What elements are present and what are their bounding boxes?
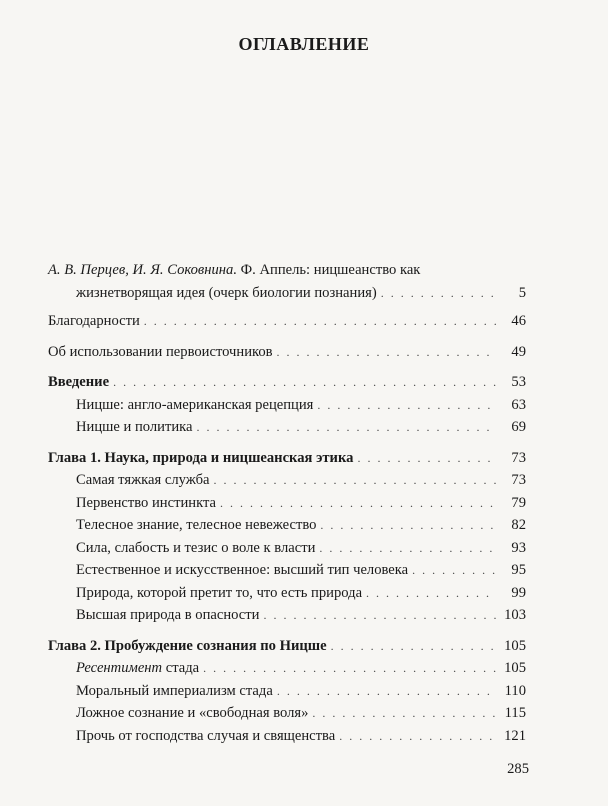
- toc-entry-intro-essay: [48, 262, 526, 307]
- toc-entry-ch2-3: Ложное сознание и «свободная воля» . . . 115: [48, 705, 526, 728]
- toc-entry-ch1-4: Сила, слабость и тезис о воле к власти . . . 93: [48, 540, 526, 563]
- toc-entry-chapter-2: Глава 2. Пробуждение сознания по Ницше . . . 105: [48, 638, 526, 661]
- toc-entry-politics: Ницше и политика . . . 69: [48, 419, 526, 442]
- leader-dots: [381, 286, 496, 301]
- entry-page: 103: [504, 607, 526, 623]
- entry-authors: А. В. Перцев, И. Я. Соковнина.: [48, 262, 237, 278]
- leader-dots: [277, 345, 496, 360]
- entry-page: 115: [504, 705, 526, 721]
- leader-dots: [263, 608, 496, 623]
- entry-page: 53: [511, 374, 526, 390]
- entry-page: 105: [504, 660, 526, 676]
- toc-entry-acknowledgements: Благодарности . . . 46: [48, 313, 526, 336]
- entry-page: 69: [511, 419, 526, 435]
- entry-page: 121: [504, 727, 526, 744]
- leader-dots: [331, 639, 496, 654]
- entry-page: 93: [511, 539, 526, 556]
- entry-page: 95: [511, 562, 526, 578]
- entry-page: 110: [504, 682, 526, 699]
- entry-page: 99: [511, 584, 526, 601]
- leader-dots: [277, 684, 496, 699]
- toc-entry-sources: Об использовании первоисточников . . . 49: [48, 344, 526, 367]
- leader-dots: [113, 375, 496, 390]
- toc-entry-reception: Ницше: англо-американская рецепция . . . 63: [48, 397, 526, 420]
- entry-page: 73: [511, 449, 526, 466]
- entry-page: 49: [511, 343, 526, 360]
- toc-entry-ch1-2: Первенство инстинкта . . . 79: [48, 495, 526, 518]
- toc-entry-ch1-1: Самая тяжкая служба . . . 73: [48, 472, 526, 495]
- toc-entry-ch1-6: Природа, которой претит то, что есть природа . . . 99: [48, 585, 526, 608]
- leader-dots: [319, 541, 496, 556]
- entry-page: 63: [511, 396, 526, 413]
- leader-dots: [412, 563, 496, 578]
- toc-entry-ch2-1: Ресентимент стада . . . 105: [48, 660, 526, 683]
- page-title: ОГЛАВЛЕНИЕ: [238, 34, 370, 54]
- entry-page: 5: [518, 284, 526, 301]
- entry-page: 105: [504, 637, 526, 654]
- leader-dots: [214, 473, 496, 488]
- entry-page: 46: [511, 313, 526, 329]
- leader-dots: [357, 451, 496, 466]
- toc-entry-ch1-3: Телесное знание, телесное невежество . . . 82: [48, 517, 526, 540]
- leader-dots: [144, 314, 496, 329]
- page-number: 285: [507, 761, 529, 777]
- table-of-contents: [48, 262, 526, 750]
- toc-entry-ch1-5: Естественное и искусственное: высший тип человека . . . 95: [48, 562, 526, 585]
- entry-page: 79: [511, 494, 526, 511]
- leader-dots: [220, 496, 496, 511]
- entry-page: 73: [511, 472, 526, 488]
- entry-title-line1: Ф. Аппель: ницшеанство как: [237, 262, 421, 278]
- entry-page: 82: [511, 517, 526, 533]
- leader-dots: [320, 518, 496, 533]
- toc-entry-ch1-7: Высшая природа в опасности . . . 103: [48, 607, 526, 630]
- toc-entry-chapter-1: Глава 1. Наука, природа и ницшеанская этика . . . 73: [48, 450, 526, 473]
- leader-dots: [366, 586, 496, 601]
- toc-entry-introduction: Введение . . . 53: [48, 374, 526, 397]
- leader-dots: [312, 706, 496, 721]
- leader-dots: [339, 729, 496, 744]
- toc-entry-ch2-2: Моральный империализм стада . . . 110: [48, 683, 526, 706]
- entry-title-line2: жизнетворящая идея (очерк биологии познания): [76, 284, 377, 301]
- leader-dots: [203, 661, 496, 676]
- toc-entry-ch2-4: Прочь от господства случая и священства . . . 121: [48, 728, 526, 751]
- leader-dots: [317, 398, 496, 413]
- leader-dots: [197, 420, 496, 435]
